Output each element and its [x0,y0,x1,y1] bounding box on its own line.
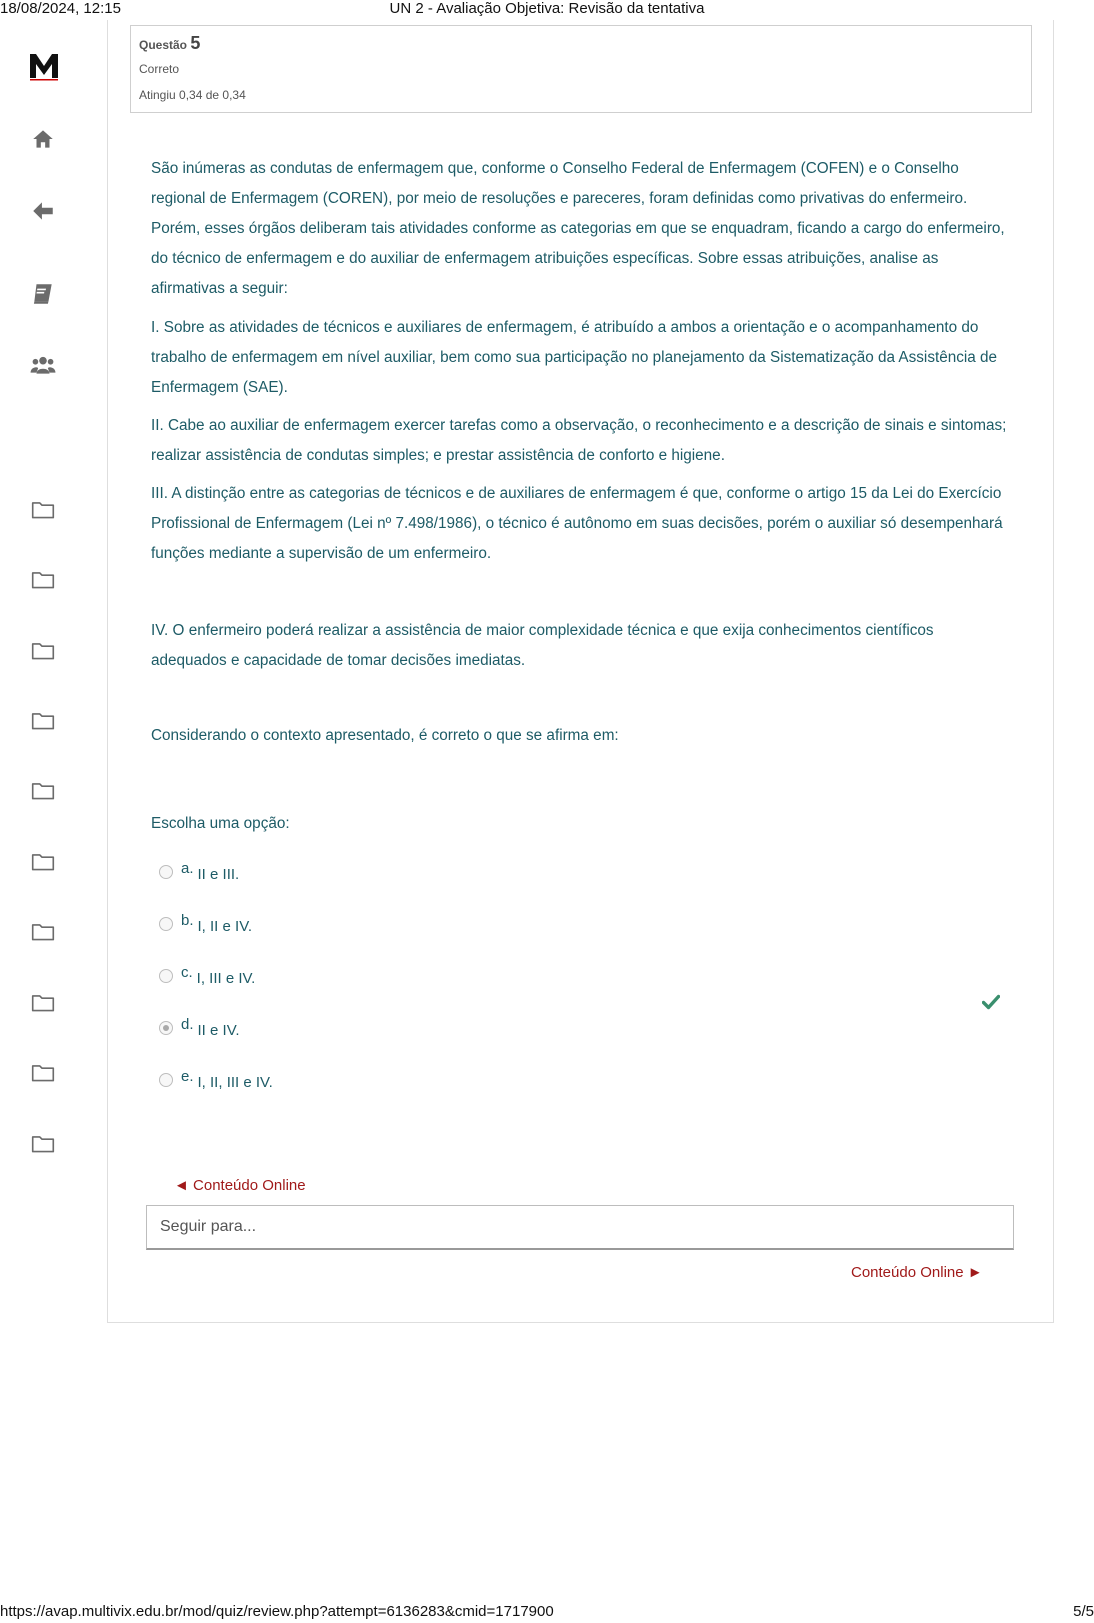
folder-icon[interactable] [30,849,56,875]
jump-to-select[interactable]: Seguir para... [146,1205,1014,1250]
question-intro: São inúmeras as condutas de enfermagem que, conforme o Conselho Federal de Enfermagem (COFEN) e o Conselho regional de Enfermagem (COREN), por meio de resoluções e pareceres, foram definidas como privativas do enfermeiro. Porém, esses órgãos deliberam tais atividades conforme as categorias em que se enquadram, ficando a cargo do enfermeiro, do técnico de enfermagem e do auxiliar de enfermagem atribuições específicas. Sobre essas atribuições, analise as afirmativas a seguir: [151,160,1005,297]
option-b[interactable] [159,913,252,935]
question-state: Correto [139,62,180,76]
question-prompt: Considerando o contexto apresentado, é correto o que se afirma em: [151,727,619,744]
print-url: https://avap.multivix.edu.br/mod/quiz/review.php?attempt=6136283&cmid=1717900 [0,1603,554,1620]
option-c[interactable] [159,965,255,987]
radio-button[interactable] [159,917,173,931]
folder-icon[interactable] [30,567,56,593]
previous-activity-link[interactable]: ◄ Conteúdo Online [174,1177,306,1194]
folder-icon[interactable] [30,708,56,734]
radio-button[interactable] [159,865,173,879]
question-number: Questão 5 [139,33,201,53]
statement-3: III. A distinção entre as categorias de técnicos e de auxiliares de enfermagem é que, conforme o artigo 15 da Lei do Exercício Profissional de Enfermagem (Lei nº 7.498/1986), o técnico é autônomo em suas decisões, porém o auxiliar só desempenhará funções mediante a supervisão de um enfermeiro. [151,485,1003,562]
option-text: II e IV. [197,1021,240,1039]
next-activity-link[interactable]: Conteúdo Online ► [851,1264,983,1281]
option-text: II e III. [197,865,240,883]
statement-4: IV. O enfermeiro poderá realizar a assistência de maior complexidade técnica e que exija conhecimentos científicos adequados e capacidade de tomar decisões imediatas. [151,622,934,669]
print-date: 18/08/2024, 12:15 [0,0,121,17]
radio-button[interactable] [159,1073,173,1087]
multivix-logo-icon[interactable] [28,50,60,82]
folder-icon[interactable] [30,497,56,523]
folder-icon[interactable] [30,1131,56,1157]
book-icon[interactable] [30,281,56,307]
option-text: I, II, III e IV. [197,1073,273,1091]
home-icon[interactable] [30,126,56,152]
check-icon [982,994,1000,1010]
option-letter: c. [181,963,193,981]
choose-option-label: Escolha uma opção: [151,815,290,832]
option-letter: e. [181,1067,194,1085]
folder-icon[interactable] [30,1060,56,1086]
print-page-number: 5/5 [1073,1603,1094,1620]
question-grade: Atingiu 0,34 de 0,34 [139,88,246,102]
option-d[interactable] [159,1017,240,1039]
option-letter: d. [181,1015,194,1033]
option-letter: a. [181,859,194,877]
option-letter: b. [181,911,194,929]
users-icon[interactable] [30,352,56,378]
folder-icon[interactable] [30,990,56,1016]
statement-2: II. Cabe ao auxiliar de enfermagem exercer tarefas como a observação, o reconhecimento e a descrição de sinais e sintomas; realizar assistência de condutas simples; e prestar assistência de conforto e higiene. [151,417,1007,464]
question-info-box [130,25,1032,113]
option-a[interactable] [159,861,239,883]
radio-button[interactable] [159,969,173,983]
option-e[interactable] [159,1069,273,1091]
folder-icon[interactable] [30,919,56,945]
print-title: UN 2 - Avaliação Objetiva: Revisão da tentativa [389,0,705,17]
option-text: I, III e IV. [196,969,256,987]
option-text: I, II e IV. [197,917,252,935]
folder-icon[interactable] [30,638,56,664]
radio-button-selected[interactable] [159,1021,173,1035]
folder-icon[interactable] [30,778,56,804]
arrow-left-icon[interactable] [30,198,56,224]
statement-1: I. Sobre as atividades de técnicos e auxiliares de enfermagem, é atribuído a ambos a orientação e o acompanhamento do trabalho de enfermagem em nível auxiliar, bem como sua participação no planejamento da Sistematização da Assistência de Enfermagem (SAE). [151,319,998,396]
